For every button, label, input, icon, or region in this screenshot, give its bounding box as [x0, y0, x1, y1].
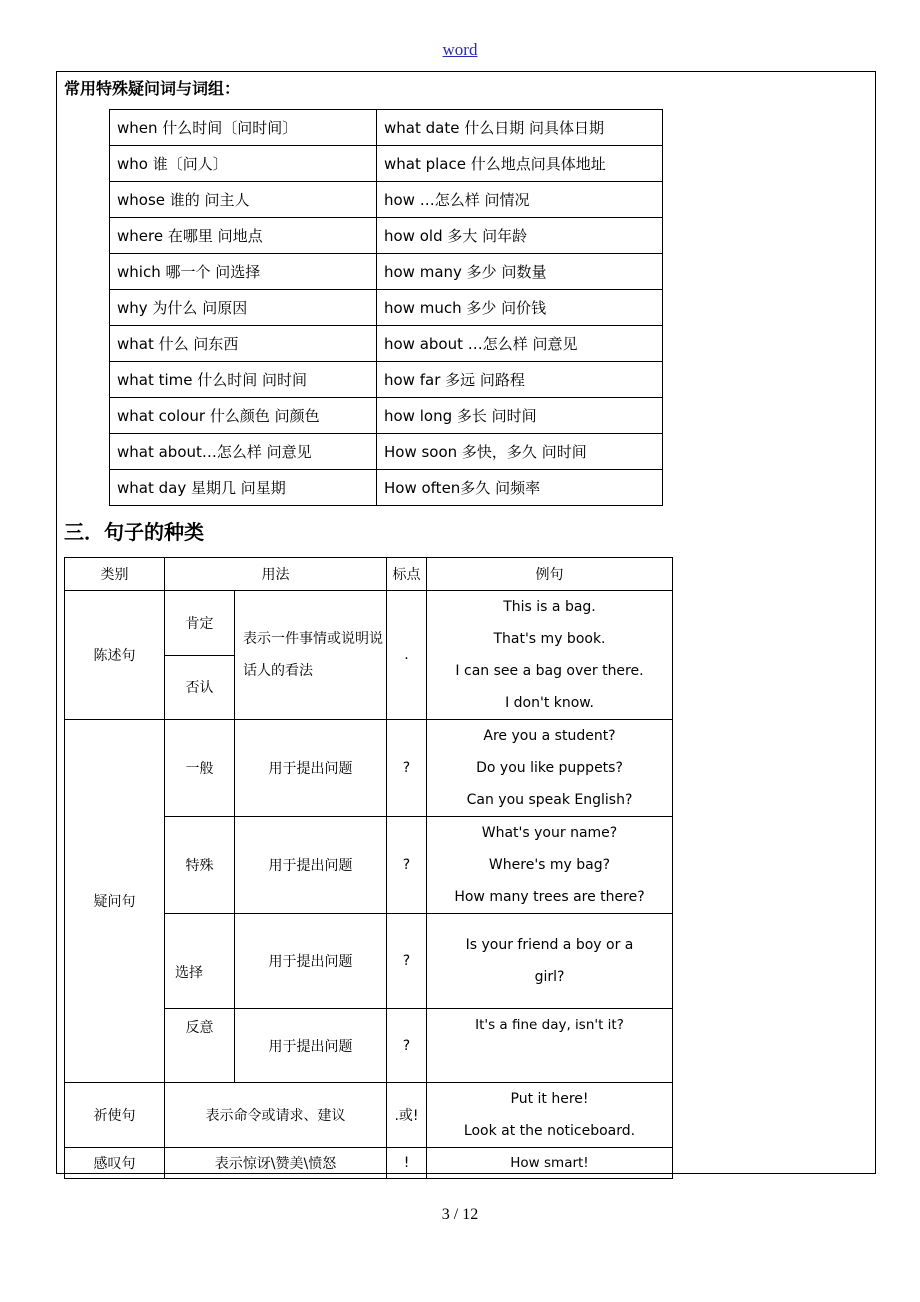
- sub-special: 特殊: [165, 817, 235, 914]
- question-phrase-cell: how far 多远 问路程: [377, 362, 663, 398]
- question-word-cell: when 什么时间〔问时间〕: [110, 110, 377, 146]
- punct-general: ?: [387, 720, 427, 817]
- punct-special: ?: [387, 817, 427, 914]
- example-text: This is a bag.: [503, 599, 596, 615]
- example-text: How smart!: [510, 1155, 589, 1171]
- question-phrase-cell: How soon 多快，多久 问时间: [377, 434, 663, 470]
- question-word-cell: who 谁〔问人〕: [110, 146, 377, 182]
- section-title-question-words: 常用特殊疑问词与词组：: [64, 79, 241, 98]
- question-word-cell: what day 星期几 问星期: [110, 470, 377, 506]
- header-example: 例句: [427, 558, 673, 591]
- table-row: [110, 398, 663, 434]
- examples-tag: [427, 1009, 673, 1083]
- example-text: That's my book.: [493, 631, 606, 647]
- question-phrase-cell: how about …怎么样 问意见: [377, 326, 663, 362]
- example-text: It's a fine day, isn't it?: [475, 1017, 624, 1033]
- table-row: [65, 591, 673, 656]
- header-punct: 标点: [387, 558, 427, 591]
- example-text: Are you a student?: [483, 728, 616, 744]
- table-row: [65, 1083, 673, 1148]
- table-row: [110, 326, 663, 362]
- question-phrase-cell: how long 多长 问时间: [377, 398, 663, 434]
- sub-general: 一般: [165, 720, 235, 817]
- page-number: 3 / 12: [441, 1206, 479, 1223]
- punct-tag: ?: [387, 1009, 427, 1083]
- examples-choice: [427, 914, 673, 1009]
- usage-exclamatory: 表示惊讶\赞美\愤怒: [165, 1148, 387, 1179]
- section-title-sentence-types: 三．句子的种类: [64, 520, 204, 544]
- table-row: [110, 146, 663, 182]
- table-row: [110, 362, 663, 398]
- table-row: [65, 1148, 673, 1179]
- question-word-cell: what about…怎么样 问意见: [110, 434, 377, 470]
- example-text: I don't know.: [505, 695, 594, 711]
- question-phrase-cell: what place 什么地点问具体地址: [377, 146, 663, 182]
- question-word-cell: which 哪一个 问选择: [110, 254, 377, 290]
- punct-imperative: .或!: [387, 1083, 427, 1148]
- examples-general: [427, 720, 673, 817]
- header-usage: 用法: [165, 558, 387, 591]
- usage-declarative: 表示一件事情或说明说话人的看法: [235, 591, 387, 720]
- category-declarative: 陈述句: [65, 591, 165, 720]
- header-category: 类别: [65, 558, 165, 591]
- question-word-cell: what colour 什么颜色 问颜色: [110, 398, 377, 434]
- examples-imperative: [427, 1083, 673, 1148]
- table-row: [110, 218, 663, 254]
- punct-choice: ?: [387, 914, 427, 1009]
- sub-tag: 反意: [165, 1009, 235, 1083]
- question-phrase-cell: how …怎么样 问情况: [377, 182, 663, 218]
- table-header-row: [65, 558, 673, 591]
- example-text: Do you like puppets?: [476, 760, 623, 776]
- examples-special: [427, 817, 673, 914]
- usage-special: 用于提出问题: [235, 817, 387, 914]
- question-phrase-cell: how old 多大 问年龄: [377, 218, 663, 254]
- example-text: girl?: [534, 969, 565, 985]
- usage-general: 用于提出问题: [235, 720, 387, 817]
- question-phrase-cell: what date 什么日期 问具体日期: [377, 110, 663, 146]
- example-text: Put it here!: [510, 1091, 589, 1107]
- question-word-cell: what time 什么时间 问时间: [110, 362, 377, 398]
- question-word-cell: whose 谁的 问主人: [110, 182, 377, 218]
- category-interrogative: 疑问句: [65, 720, 165, 1083]
- sub-negative: 否认: [165, 655, 235, 720]
- example-text: How many trees are there?: [454, 889, 645, 905]
- header-link[interactable]: word: [442, 40, 478, 59]
- question-phrase-cell: how much 多少 问价钱: [377, 290, 663, 326]
- question-word-cell: where 在哪里 问地点: [110, 218, 377, 254]
- usage-tag: 用于提出问题: [235, 1009, 387, 1083]
- table-row: [110, 470, 663, 506]
- examples-exclamatory: [427, 1148, 673, 1179]
- category-exclamatory: 感叹句: [65, 1148, 165, 1179]
- example-text: I can see a bag over there.: [455, 663, 644, 679]
- example-text: Is your friend a boy or a: [465, 937, 634, 953]
- table-row: [110, 434, 663, 470]
- table-row: [110, 110, 663, 146]
- example-text: Can you speak English?: [466, 792, 633, 808]
- question-phrase-cell: How often多久 问频率: [377, 470, 663, 506]
- sub-positive: 肯定: [165, 591, 235, 656]
- sentence-types-table: [64, 557, 673, 1179]
- example-text: Where's my bag?: [488, 857, 611, 873]
- question-word-cell: what 什么 问东西: [110, 326, 377, 362]
- sub-choice: 选择: [165, 914, 235, 1009]
- examples-declarative: [427, 591, 673, 720]
- question-phrase-cell: how many 多少 问数量: [377, 254, 663, 290]
- table-row: [110, 182, 663, 218]
- punct-exclamatory: !: [387, 1148, 427, 1179]
- example-text: Look at the noticeboard.: [463, 1123, 636, 1139]
- usage-choice: 用于提出问题: [235, 914, 387, 1009]
- table-row: [110, 290, 663, 326]
- question-words-table: [109, 109, 663, 506]
- category-imperative: 祈使句: [65, 1083, 165, 1148]
- example-text: What's your name?: [481, 825, 618, 841]
- table-row: [65, 720, 673, 817]
- table-row: [110, 254, 663, 290]
- punct-declarative: .: [387, 591, 427, 720]
- usage-imperative: 表示命令或请求、建议: [165, 1083, 387, 1148]
- page-header: [0, 40, 920, 60]
- question-word-cell: why 为什么 问原因: [110, 290, 377, 326]
